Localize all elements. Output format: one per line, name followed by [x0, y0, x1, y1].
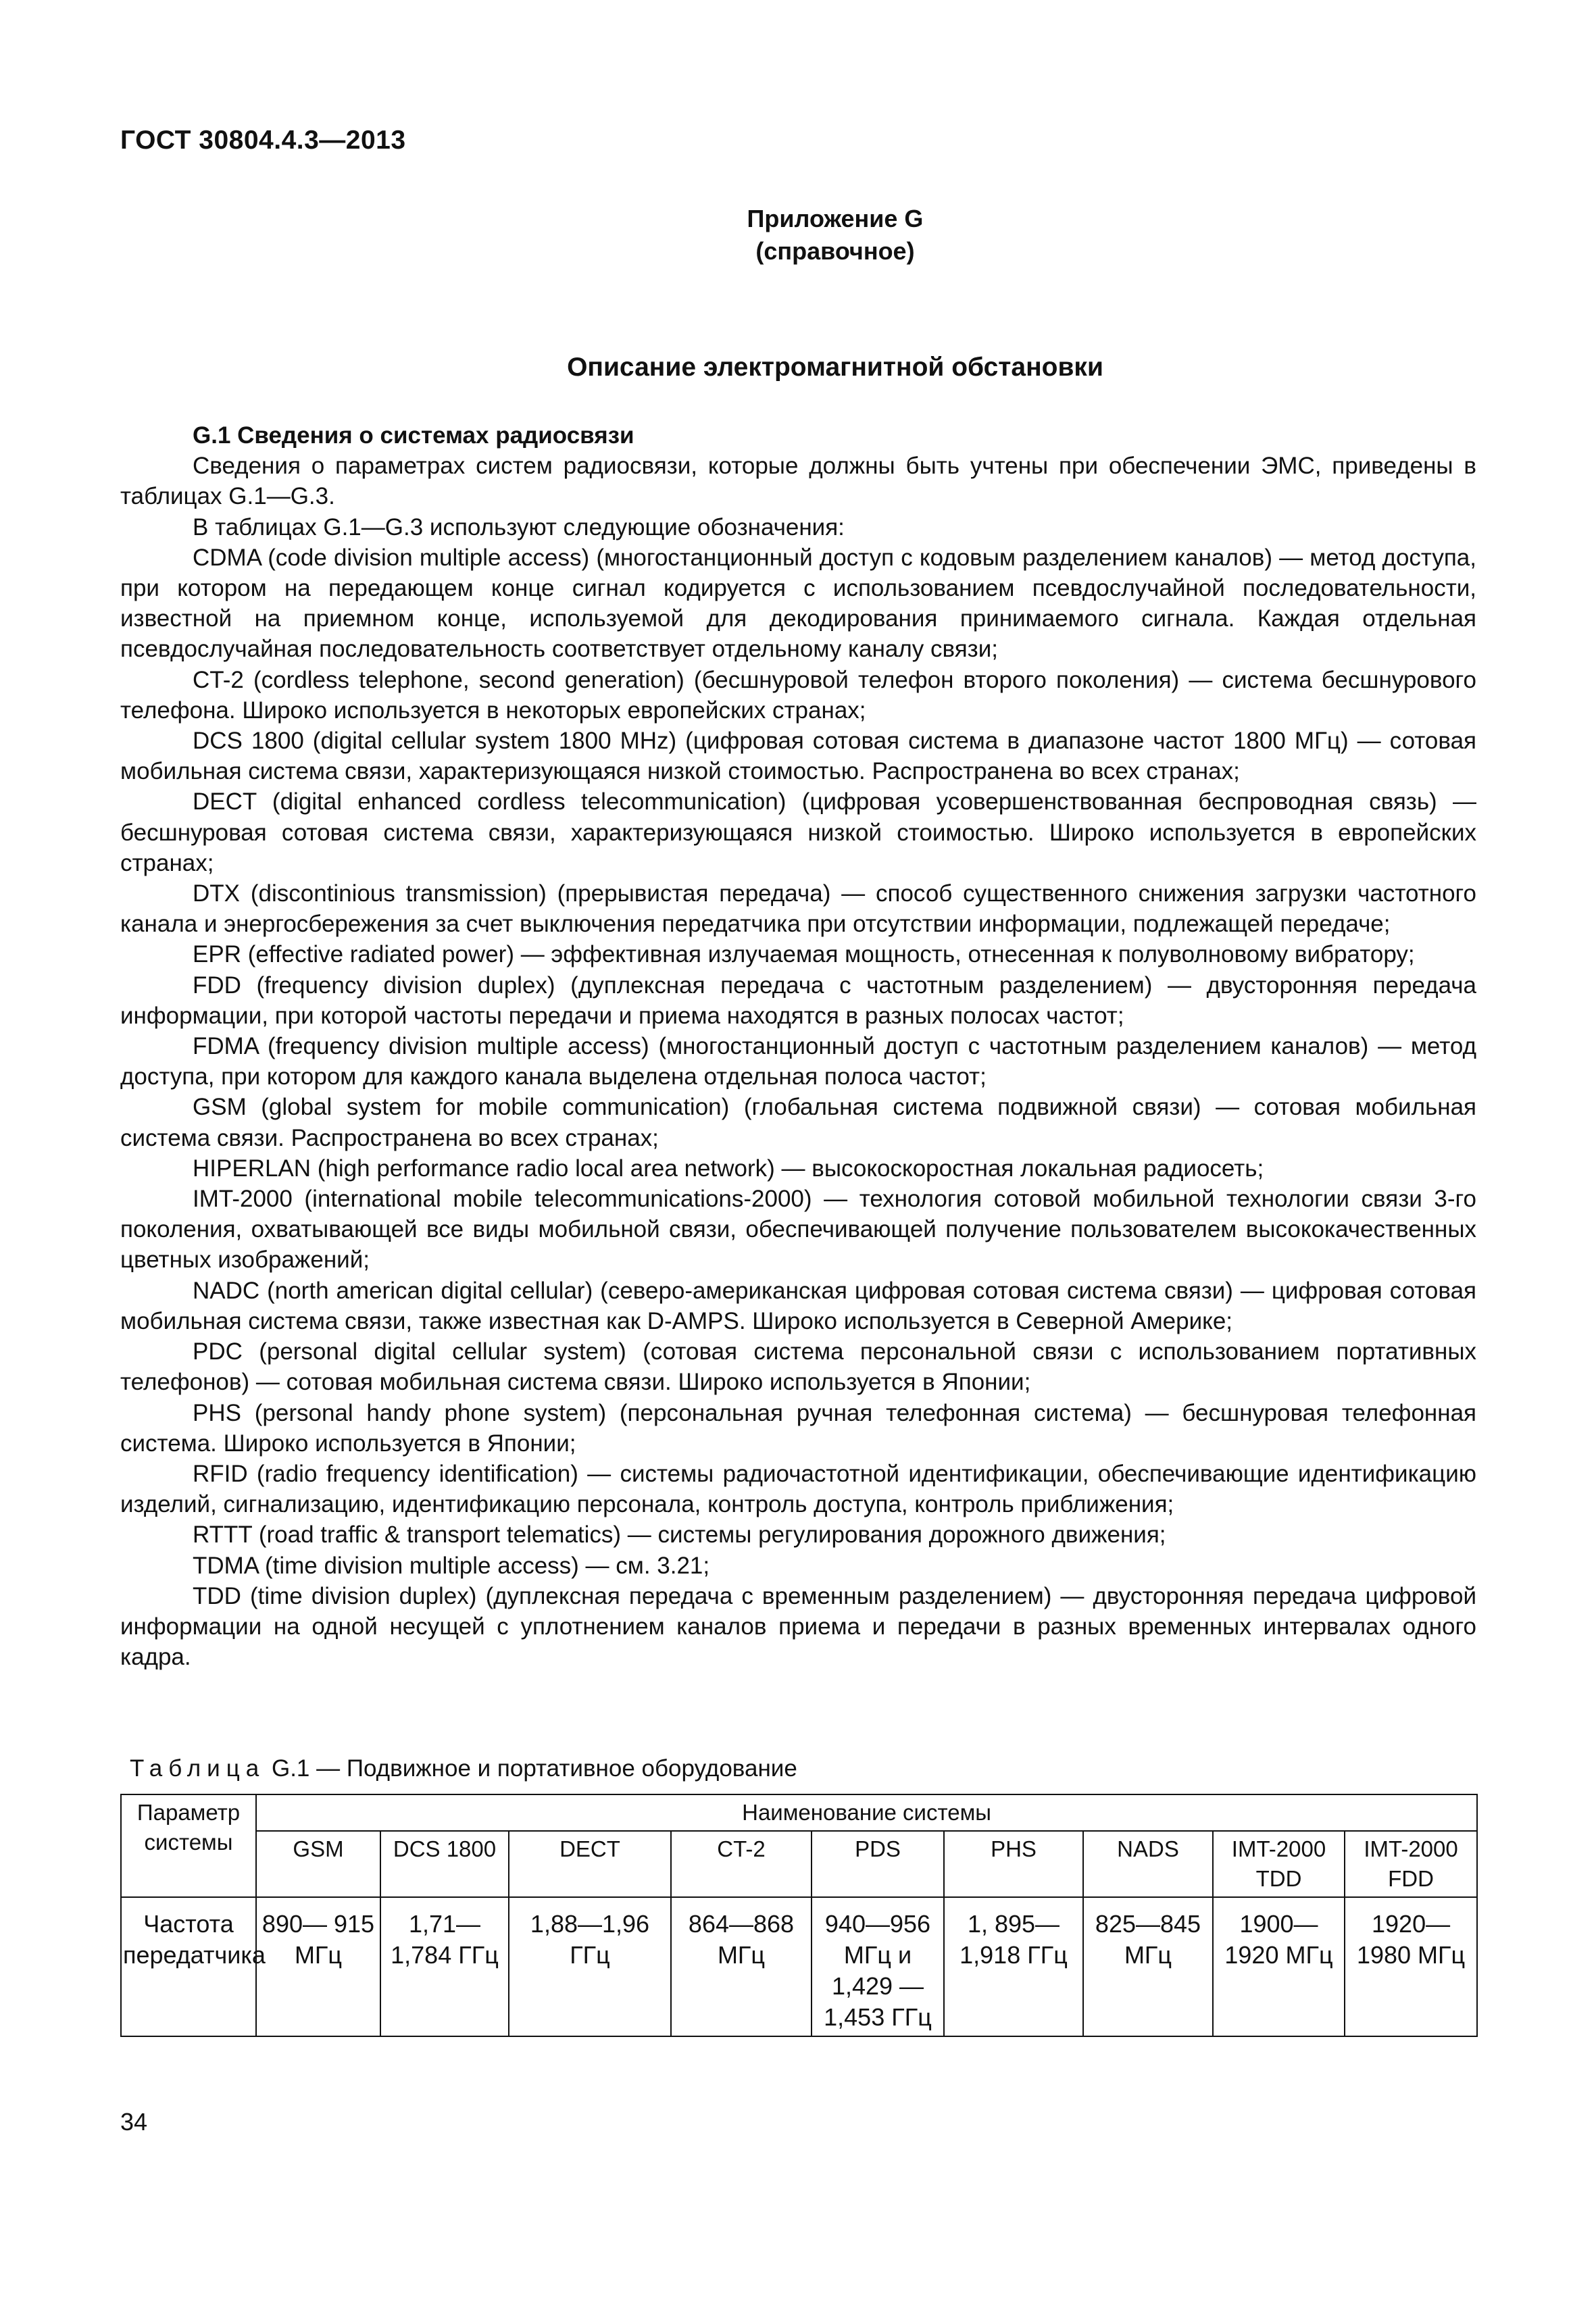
table-header-ct2: CT-2 — [671, 1831, 812, 1897]
table-cell: 825—845 МГц — [1083, 1897, 1213, 2036]
paragraph: RTTT (road traffic & transport telematics) — системы регулирования дорожного движения; — [193, 1521, 1166, 1549]
subsection-title: G.1 Сведения о системах радиосвязи — [193, 422, 634, 449]
table-cell: 1900— 1920 МГц — [1213, 1897, 1345, 2036]
table-cell: 864—868 МГц — [671, 1897, 812, 2036]
paragraph: DECT (digital enhanced cordless telecommunication) (цифровая усовершенствованная беспроводная связь) — бесшнуровая сотовая система связи, характеризующаяся низкой стоимостью. Широко используется в европейских странах; — [120, 788, 1476, 876]
table-header-imt-fdd: IMT-2000 FDD — [1345, 1831, 1477, 1897]
document-header: ГОСТ 30804.4.3—2013 — [120, 126, 406, 155]
paragraph: PHS (personal handy phone system) (персональная ручная телефонная система) — бесшнуровая телефонная система. Широко используется в Японии; — [120, 1399, 1476, 1457]
paragraph: HIPERLAN (high performance radio local area network) — высокоскоростная локальная радиосеть; — [193, 1155, 1264, 1182]
paragraph: NADC (north american digital cellular) (северо-американская цифровая сотовая система связи) — цифровая сотовая мобильная система связи, также известная как D-AMPS. Широко используется в Северной Америке; — [120, 1277, 1476, 1334]
table-header-dcs1800: DCS 1800 — [380, 1831, 509, 1897]
table-header-param: Параметр системы — [121, 1794, 256, 1897]
paragraph: CT-2 (cordless telephone, second generation) (бесшнуровой телефон второго поколения) — система бесшнурового телефона. Широко используется в некоторых европейских странах; — [120, 666, 1476, 724]
table-cell-param: Частота передатчика — [121, 1897, 256, 2036]
table-cell: 1, 895— 1,918 ГГц — [944, 1897, 1083, 2036]
body-text — [120, 420, 1476, 1672]
table-header-pds: PDS — [812, 1831, 944, 1897]
systems-table — [120, 1794, 1478, 2037]
table-cell: 890— 915 МГц — [256, 1897, 380, 2036]
table-row — [121, 1897, 1477, 2036]
table-caption-label: Таблица — [130, 1755, 266, 1782]
table-cell: 1,88—1,96 ГГц — [509, 1897, 671, 2036]
table-header-dect: DECT — [509, 1831, 671, 1897]
table-cell: 1920— 1980 МГц — [1345, 1897, 1477, 2036]
table-cell: 1,71— 1,784 ГГц — [380, 1897, 509, 2036]
table-header-phs: PHS — [944, 1831, 1083, 1897]
table-header-gsm: GSM — [256, 1831, 380, 1897]
paragraph: IMT-2000 (international mobile telecommunications-2000) — технология сотовой мобильной технологии связи 3-го поколения, охватывающей все виды мобильной связи, обеспечивающей получение пользователем высококачественных цветных изображений; — [120, 1186, 1476, 1274]
paragraph: FDD (frequency division duplex) (дуплексная передача с частотным разделением) — двусторонняя передача информации, при которой частоты передачи и приема находятся в разных полосах частот; — [120, 972, 1476, 1029]
paragraph: CDMA (code division multiple access) (многостанционный доступ с кодовым разделением каналов) — метод доступа, при котором на передающем конце сигнал кодируется с использованием псевдослучайной последовательности, известной на приемном конце, используемой для декодирования принимаемого сигнала. Каждая отдельная псевдослучайная последовательность соответствует отдельному каналу связи; — [120, 544, 1476, 663]
table-caption — [130, 1755, 797, 1782]
appendix-subtitle: (справочное) — [755, 237, 915, 265]
table-caption-text: G.1 — Подвижное и портативное оборудование — [271, 1755, 797, 1782]
paragraph: PDC (personal digital cellular system) (сотовая система персональной связи с использованием портативных телефонов) — сотовая мобильная система связи. Широко используется в Японии; — [120, 1338, 1476, 1396]
appendix-heading — [0, 203, 1596, 268]
paragraph: Сведения о параметрах систем радиосвязи, которые должны быть учтены при обеспечении ЭМС, приведены в таблицах G.1—G.3. — [120, 453, 1476, 510]
paragraph: DCS 1800 (digital cellular system 1800 MHz) (цифровая сотовая система в диапазоне частот 1800 МГц) — сотовая мобильная система связи, характеризующаяся низкой стоимостью. Распространена во всех странах; — [120, 728, 1476, 785]
table-header-nads: NADS — [1083, 1831, 1213, 1897]
appendix-title: Приложение G — [747, 205, 924, 232]
table-header-group: Наименование системы — [256, 1794, 1477, 1831]
paragraph: EPR (effective radiated power) — эффективная излучаемая мощность, отнесенная к полуволновому вибратору; — [193, 941, 1415, 968]
table-header-imt-tdd: IMT-2000 TDD — [1213, 1831, 1345, 1897]
paragraph: DTX (discontinious transmission) (прерывистая передача) — способ существенного снижения загрузки частотного канала и энергосбережения за счет выключения передатчика при отсутствии информации, подлежащей передаче; — [120, 880, 1476, 938]
paragraph: FDMA (frequency division multiple access) (многостанционный доступ с частотным разделением каналов) — метод доступа, при котором для каждого канала выделена отдельная полоса частот; — [120, 1033, 1476, 1090]
page-number: 34 — [120, 2108, 148, 2136]
paragraph: TDD (time division duplex) (дуплексная передача с временным разделением) — двусторонняя передача цифровой информации на одной несущей с уплотнением каналов приема и передачи в разных временных интервалах одного кадра. — [120, 1582, 1476, 1671]
paragraph: В таблицах G.1—G.3 используют следующие обозначения: — [193, 513, 845, 540]
section-title: Описание электромагнитной обстановки — [567, 353, 1103, 382]
paragraph: RFID (radio frequency identification) — системы радиочастотной идентификации, обеспечивающие идентификацию изделий, сигнализацию, идентификацию персонала, контроль доступа, контроль приближения; — [120, 1460, 1476, 1518]
paragraph: TDMA (time division multiple access) — см. 3.21; — [193, 1552, 710, 1579]
paragraph: GSM (global system for mobile communication) (глобальная система подвижной связи) — сотовая мобильная система связи. Распространена во всех странах; — [120, 1094, 1476, 1151]
table-cell: 940—956 МГц и 1,429 —1,453 ГГц — [812, 1897, 944, 2036]
